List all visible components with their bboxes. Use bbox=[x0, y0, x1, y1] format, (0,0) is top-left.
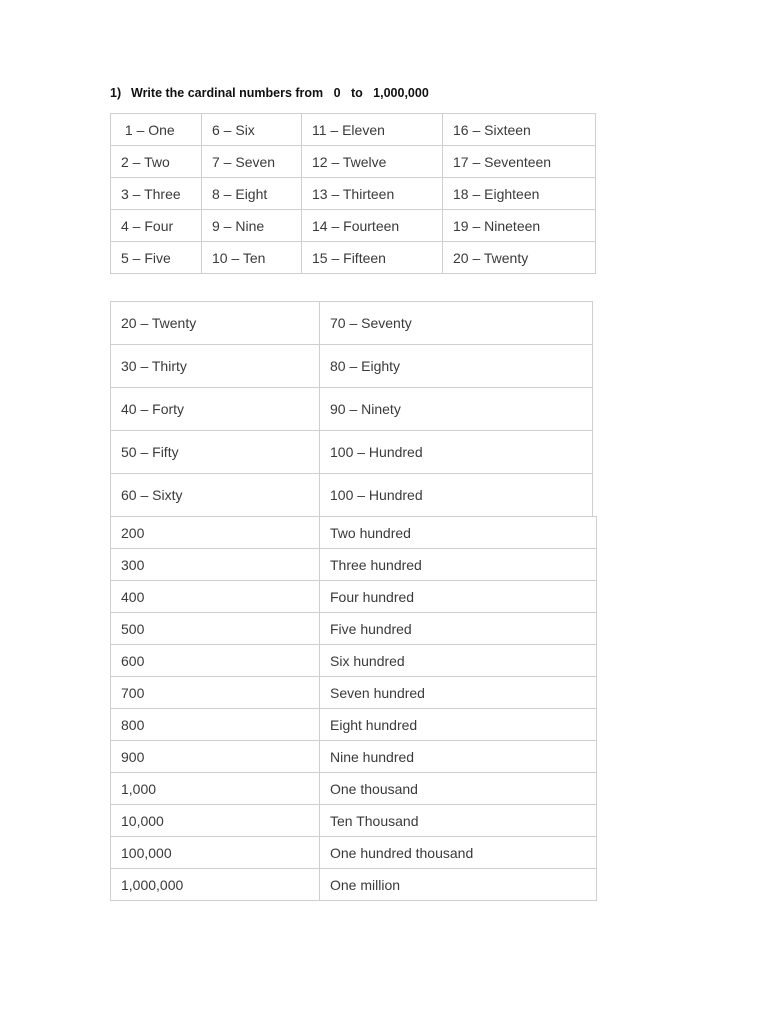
table-cell: 5 – Five bbox=[111, 242, 202, 274]
table-cell: 11 – Eleven bbox=[302, 114, 443, 146]
table-row bbox=[111, 210, 596, 242]
table-cell: 700 bbox=[111, 677, 320, 709]
table-row bbox=[111, 613, 597, 645]
table-cell: 500 bbox=[111, 613, 320, 645]
table-cell: 300 bbox=[111, 549, 320, 581]
table-cell: Eight hundred bbox=[320, 709, 597, 741]
table-cell: 12 – Twelve bbox=[302, 146, 443, 178]
table-cell: 60 – Sixty bbox=[111, 474, 320, 517]
table-cell: Six hundred bbox=[320, 645, 597, 677]
table-row bbox=[111, 741, 597, 773]
table-cell: 6 – Six bbox=[202, 114, 302, 146]
table-cell: 40 – Forty bbox=[111, 388, 320, 431]
table-cell: 20 – Twenty bbox=[443, 242, 596, 274]
table-cell: 16 – Sixteen bbox=[443, 114, 596, 146]
question-text: Write the cardinal numbers from 0 to 1,000,000 bbox=[131, 86, 429, 100]
table-cell: Ten Thousand bbox=[320, 805, 597, 837]
table-cell: 19 – Nineteen bbox=[443, 210, 596, 242]
table-cell: 13 – Thirteen bbox=[302, 178, 443, 210]
table-cell: Four hundred bbox=[320, 581, 597, 613]
table-cell: 3 – Three bbox=[111, 178, 202, 210]
table-cell: Nine hundred bbox=[320, 741, 597, 773]
table-cell: Seven hundred bbox=[320, 677, 597, 709]
table-row bbox=[111, 517, 597, 549]
table-row bbox=[111, 388, 593, 431]
table-row bbox=[111, 146, 596, 178]
table-cell: Five hundred bbox=[320, 613, 597, 645]
table-cell: Three hundred bbox=[320, 549, 597, 581]
table-cell: 70 – Seventy bbox=[320, 302, 593, 345]
table-row bbox=[111, 345, 593, 388]
table-row bbox=[111, 869, 597, 901]
table-cell: 9 – Nine bbox=[202, 210, 302, 242]
table-row bbox=[111, 474, 593, 517]
table-cell: 15 – Fifteen bbox=[302, 242, 443, 274]
table-row bbox=[111, 837, 597, 869]
hundreds-to-million-table bbox=[110, 516, 597, 901]
table-cell: 10 – Ten bbox=[202, 242, 302, 274]
table-cell: 1 – One bbox=[111, 114, 202, 146]
table-row bbox=[111, 431, 593, 474]
table-cell: 20 – Twenty bbox=[111, 302, 320, 345]
table-cell: 200 bbox=[111, 517, 320, 549]
table-cell: One million bbox=[320, 869, 597, 901]
table-row bbox=[111, 114, 596, 146]
table-row bbox=[111, 645, 597, 677]
table-cell: 90 – Ninety bbox=[320, 388, 593, 431]
table-cell: 600 bbox=[111, 645, 320, 677]
table-cell: 800 bbox=[111, 709, 320, 741]
table-cell: One thousand bbox=[320, 773, 597, 805]
table-row bbox=[111, 302, 593, 345]
table-row bbox=[111, 242, 596, 274]
table-cell: 14 – Fourteen bbox=[302, 210, 443, 242]
table-cell: 900 bbox=[111, 741, 320, 773]
table-cell: 10,000 bbox=[111, 805, 320, 837]
table-cell: 17 – Seventeen bbox=[443, 146, 596, 178]
table-row bbox=[111, 773, 597, 805]
table-cell: 400 bbox=[111, 581, 320, 613]
table-cell: 8 – Eight bbox=[202, 178, 302, 210]
table-cell: 4 – Four bbox=[111, 210, 202, 242]
table-cell: 100 – Hundred bbox=[320, 474, 593, 517]
table-row bbox=[111, 805, 597, 837]
table-row bbox=[111, 709, 597, 741]
table-cell: 100,000 bbox=[111, 837, 320, 869]
table-cell: 50 – Fifty bbox=[111, 431, 320, 474]
table-cell: 80 – Eighty bbox=[320, 345, 593, 388]
table-cell: 1,000,000 bbox=[111, 869, 320, 901]
table-row bbox=[111, 549, 597, 581]
table-cell: 18 – Eighteen bbox=[443, 178, 596, 210]
table-cell: 30 – Thirty bbox=[111, 345, 320, 388]
question-number: 1) bbox=[110, 86, 122, 100]
table-cell: Two hundred bbox=[320, 517, 597, 549]
numbers-1-to-20-table bbox=[110, 113, 596, 274]
table-cell: 2 – Two bbox=[111, 146, 202, 178]
table-cell: 7 – Seven bbox=[202, 146, 302, 178]
table-cell: 100 – Hundred bbox=[320, 431, 593, 474]
tens-table bbox=[110, 301, 593, 517]
table-row bbox=[111, 677, 597, 709]
table-cell: 1,000 bbox=[111, 773, 320, 805]
question-heading bbox=[110, 86, 429, 100]
table-cell: One hundred thousand bbox=[320, 837, 597, 869]
table-row bbox=[111, 178, 596, 210]
table-row bbox=[111, 581, 597, 613]
